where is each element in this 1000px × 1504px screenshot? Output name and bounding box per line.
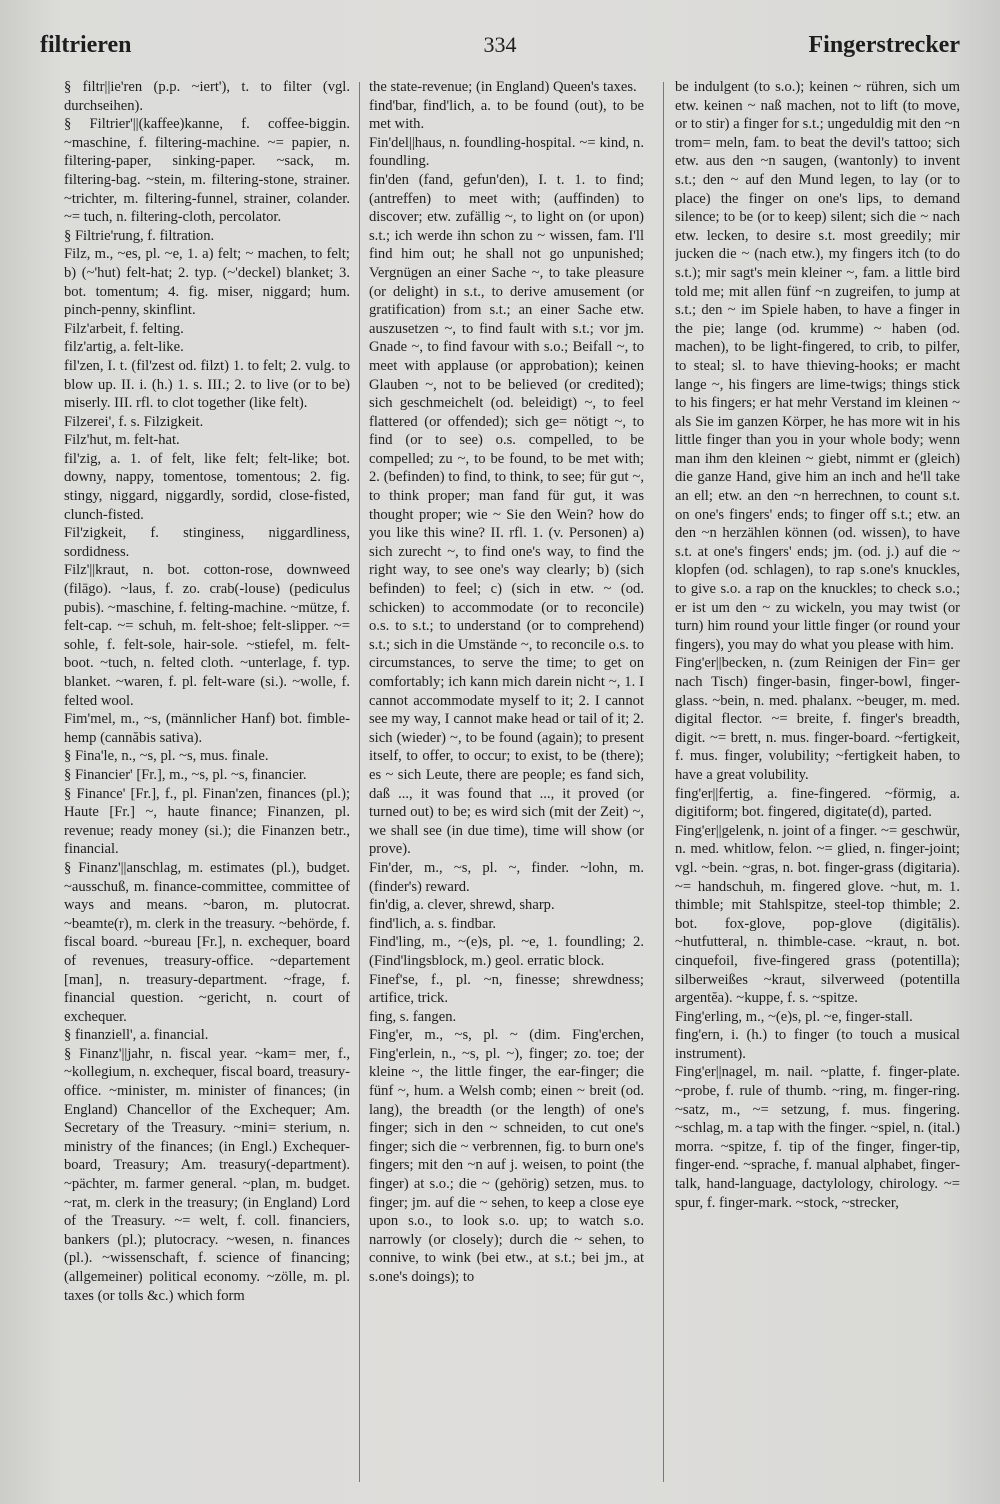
dictionary-entry: fin'den (fand, gefun'den), I. t. 1. to find; (antreffen) to meet with; (auffinden) to discover; etw. zufällig ~, to light on (or upon) s.t.; ich werde ihn schon zu ~ wissen, fam. I'll find him out; he shall not go unpunished; Vergnügen an einer Sache ~, to take pleasure (or delight) in s.t., to derive amusement (or gratification) from s.t.; an einer Sache etw. auszusetzen ~, to find fault with s.t.; vor jm. Gnade ~, to find favour with s.o.; Beifall ~, to meet with applause (or approbation); keinen Glauben ~, not to be believed (or credited); sich geschmeichelt (od. beleidigt) ~, to feel flattered (or offended); sich ge= nötigt ~, to find (or to see) o.s. compelled, to be compelled; zu ~, to be found, to be met with; 2. (befinden) to find, to think, to see; für gut ~, to think proper; man fand für gut, it was thought proper; wie ~ Sie den Wein? how do you like this wine? II. rfl. 1. (v. Personen) a) sich zurecht ~, to find one's way, to find the right way, to see one's way clearly; b) (sich befinden) to feel; c) (sich in etw. ~ (od. schicken) to accommodate (or to reconcile) o.s. to s.t.; to understand (or to comprehend) s.t.; sich in die Umstände ~, to reconcile o.s. to circumstances, to serve the time; to get on comfortably; ich kann mich darein nicht ~, 1. I cannot accommodate myself to it; 2. I cannot see my way, I cannot make head or tail of it; 2. sich (wieder) ~, to be found (again); to present itself, to offer, to occur; to exist, to be (there); es ~ sich Leute, there are people; es fand sich, daß ..., it was found that ..., it proved (or turned out) to be; es wird sich (mit der Zeit) ~, we shall see (in due time), time will show (or prove). <box>369 171 644 858</box>
dictionary-entry: find'lich, a. s. findbar. <box>369 915 497 932</box>
dictionary-entry: § finanziell', a. financial. <box>64 1027 209 1044</box>
dictionary-entry: fing, s. fangen. <box>369 1008 457 1025</box>
dictionary-entry: Finef'se, f., pl. ~n, finesse; shrewdness; artifice, trick. <box>369 971 644 1007</box>
dictionary-entry: Filz'||kraut, n. bot. cotton-rose, downweed (filāgo). ~laus, f. zo. crab(-louse) (pediculus pubis). ~maschine, f. felting-machine. ~mütze, f. felt-cap. ~= schuh, m. felt-shoe; felt-slipper. ~= sohle, f. felt-sole, hair-sole. ~stiefel, m. felt-boot. ~tuch, n. felted cloth. ~unterlage, f. typ. blanket. ~waren, f. pl. felt-ware (si.). ~wolle, f. felted wool. <box>64 562 350 709</box>
dictionary-entry: fil'zig, a. 1. of felt, like felt; felt-like; bot. downy, nappy, tomentose, tomentous; 2. fig. stingy, niggard, niggardly, sordid, close-fisted, clunch-fisted. <box>64 450 350 523</box>
page-header <box>40 32 960 70</box>
column-1 <box>64 78 350 1488</box>
dictionary-entry: Fing'er, m., ~s, pl. ~ (dim. Fing'erchen, Fing'erlein, n., ~s, pl. ~), finger; zo. toe; der kleine ~, the little finger, the ear-finger; die fünf ~, hum. a Welsh comb; einen ~ breit (od. lang), the breadth (or the length) of one's finger; sich in den ~ schneiden, to cut one's finger; sich die ~ verbrennen, fig. to burn one's fingers; mit den ~n auf j. weisen, to point (the finger) at s.o.; die ~ (gehörig) setzen, mus. to finger; jm. auf die ~ sehen, to keep a close eye upon s.o., to look s.o. up; to watch s.o. narrowly (or closely); durch die ~ sehen, to connive, to wink (bei etw., at s.t.; bei jm., at s.one's doings); to <box>369 1027 644 1285</box>
dictionary-entry: Fing'er||becken, n. (zum Reinigen der Fin= ger nach Tisch) finger-basin, finger-bowl, finger-glass. ~bein, n. med. phalanx. ~beuger, m. med. digital flector. ~= breite, f. finger's breadth, digit. ~= brett, n. mus. finger-board. ~fertigkeit, f. mus. finger, volubility; ~fertigkeit haben, to have a great volubility. <box>675 655 960 783</box>
dictionary-entry: be indulgent (to s.o.); keinen ~ rühren, sich um etw. keinen ~ naß machen, not to lift (to move, or to stir) a finger for s.t.; ungeduldig mit den ~n trom= meln, fam. to beat the devil's tattoo; sich etw. aus den ~n saugen, (wantonly) to invent s.t.; den ~ auf den Mund legen, to lay (or to place) the finger on one's lips, to demand silence; to be (or to keep) silent; sich die ~ nach etw. lecken, to desire s.t. most greedily; mir jucken die ~ (nach etw.), my fingers itch (to do s.t.); mir sagt's mein kleiner ~, fam. a little bird told me; mit allen fünf ~n zugreifen, to jump at s.t.; den ~ im Spiele haben, to have a finger in the pie; lange (od. krumme) ~ haben (od. machen), to be light-fingered, to crib, to pilfer, to steal; sl. to have thieving-hooks; er macht lange ~, his fingers are lime-twigs; things stick to his fingers; er hat mehr Verstand im kleinen ~ als Sie im ganzen Körper, he has more wit in his little finger than you in your whole body; wenn man ihm den kleinen ~ giebt, nimmt er (gleich) die ganze Hand, give him an inch and he'll take an ell; etw. an den ~n herrechnen, to count s.t. on one's fingers' ends; to finger off s.t.; etw. an den ~n herzählen können (od. wissen), to have s.t. at one's fingers' ends; jm. (od. j.) auf die ~ klopfen (od. schlagen), to rap s.one's knuckles, to give s.o. a rap on the knuckles; to check s.o.; er ist um den ~ zu wickeln, you may twist (or turn) him round your little finger (or round your fingers), you may do what you please with him. <box>675 79 960 653</box>
dictionary-entry: Fin'der, m., ~s, pl. ~, finder. ~lohn, m. (finder's) reward. <box>369 859 644 895</box>
left-guide-word: filtrieren <box>40 32 132 58</box>
dictionary-entry: fil'zen, I. t. (fil'zest od. filzt) 1. to felt; 2. vulg. to blow up. II. i. (h.) 1. s. III.; 2. to live (or to be) miserly. III. rfl. to clot together (like felt). <box>64 357 350 412</box>
column-divider <box>359 82 360 1482</box>
dictionary-entry: § Finanz'||jahr, n. fiscal year. ~kam= mer, f., ~kollegium, n. exchequer, fiscal board, treasury-office. ~minister, m. minister of finances; (in England) Chancellor of the Exchequer; Am. Secretary of the Treasury. ~mini= sterium, n. ministry of the finances; (in Engl.) Exchequer-board, Treasury; Am. treasury(-department). ~pächter, m. farmer general. ~plan, m. budget. ~rat, m. clerk in the treasury; (in England) Lord of the Treasury. ~= welt, f. coll. financiers, bankers (pl.); plutocracy. ~wesen, n. finances (pl.). ~wissenschaft, f. science of financing; (allgemeiner) political economy. ~zölle, m. pl. taxes (or tolls &c.) which form <box>64 1045 350 1304</box>
dictionary-entry: § Filtrie'rung, f. filtration. <box>64 227 215 244</box>
dictionary-entry: filz'artig, a. felt-like. <box>64 339 184 356</box>
dictionary-entry: find'bar, find'lich, a. to be found (out), to be met with. <box>369 97 644 133</box>
dictionary-entry: fing'ern, i. (h.) to finger (to touch a musical instrument). <box>675 1027 960 1062</box>
dictionary-entry: Filzerei', f. s. Filzigkeit. <box>64 413 204 430</box>
column-3 <box>675 78 960 1488</box>
dictionary-entry: Fin'del||haus, n. foundling-hospital. ~= kind, n. foundling. <box>369 134 644 170</box>
dictionary-entry: § Finanz'||anschlag, m. estimates (pl.), budget. ~ausschuß, m. finance-committee, committee of ways and means. ~baron, m. plutocrat. ~beamte(r), m. clerk in the treasury. ~behörde, f. fiscal board. ~bureau [Fr.], n. exchequer, board of revenues, treasury-office. ~departement [man], n. treasury-department. ~frage, f. financial question. ~gericht, n. court of exchequer. <box>64 859 350 1025</box>
dictionary-entry: Fing'erling, m., ~(e)s, pl. ~e, finger-stall. <box>675 1008 913 1025</box>
page-number: 334 <box>483 32 517 57</box>
dictionary-entry: § filtr||ie'ren (p.p. ~iert'), t. to filter (vgl. durchseihen). <box>64 79 350 114</box>
right-guide-word: Fingerstrecker <box>808 32 960 58</box>
dictionary-entry: § Financier' [Fr.], m., ~s, pl. ~s, financier. <box>64 766 307 783</box>
dictionary-entry: Fing'er||gelenk, n. joint of a finger. ~= geschwür, n. med. whitlow, felon. ~= glied, n. finger-joint; vgl. ~bein. ~gras, n. bot. finger-grass (digitaria). ~= handschuh, m. fingered glove. ~hut, m. 1. thimble; mit Stahlspitze, steel-top thimble; 2. bot. fox-glove, pop-glove (digitālis). ~hutfutteral, n. thimble-case. ~kraut, n. bot. cinquefoil, five-fingered grass (potentilla); silberweißes ~kraut, silverweed (potentilla argentĕa). ~kuppe, f. s. ~spitze. <box>675 822 960 1007</box>
column-2 <box>369 78 644 1488</box>
dictionary-entry: fin'dig, a. clever, shrewd, sharp. <box>369 897 555 914</box>
dictionary-entry: Fil'zigkeit, f. stinginess, niggardliness, sordidness. <box>64 525 350 560</box>
dictionary-entry: Filz'hut, m. felt-hat. <box>64 432 180 449</box>
dictionary-entry: § Finance' [Fr.], f., pl. Finan'zen, finances (pl.); Haute [Fr.] ~, haute finance; Finanzen, pl. revenue; ready money (si.); die Finanzen betr., financial. <box>64 785 350 858</box>
dictionary-entry: § Fina'le, n., ~s, pl. ~s, mus. finale. <box>64 748 269 765</box>
dictionary-entry: Filz'arbeit, f. felting. <box>64 320 184 337</box>
dictionary-entry: Fim'mel, m., ~s, (männlicher Hanf) bot. fimble-hemp (cannăbis sativa). <box>64 711 350 746</box>
dictionary-entry: Find'ling, m., ~(e)s, pl. ~e, 1. foundling; 2. (Find'lingsblock, m.) geol. erratic block. <box>369 934 644 969</box>
dictionary-entry: fing'er||fertig, a. fine-fingered. ~förmig, a. digitiform; bot. fingered, digitate(d), parted. <box>675 785 960 821</box>
dictionary-entry: Filz, m., ~es, pl. ~e, 1. a) felt; ~ machen, to felt; b) (~'hut) felt-hat; 2. typ. (~'deckel) blanket; 3. bot. tomentum; 4. fig. miser, niggard; hum. pinch-penny, skinflint. <box>64 246 350 319</box>
dictionary-entry: Fing'er||nagel, m. nail. ~platte, f. finger-plate. ~probe, f. rule of thumb. ~ring, m. finger-ring. ~satz, m., ~= setzung, f. mus. fingering. ~schlag, m. a tap with the finger. ~spiel, n. (ital.) morra. ~spitze, f. tip of the finger, finger-tip, finger-end. ~sprache, f. manual alphabet, finger-talk, hand-language, dactylology, chirology. ~= spur, f. finger-mark. ~stock, ~strecker, <box>675 1064 960 1211</box>
column-divider <box>663 82 664 1482</box>
dictionary-entry: § Filtrier'||(kaffee)kanne, f. coffee-biggin. ~maschine, f. filtering-machine. ~= papier, n. filtering-paper, sinking-paper. ~sack, m. filtering-bag. ~stein, m. filtering-stone, strainer. ~trichter, m. filtering-funnel, strainer, colander. ~= tuch, n. filtering-cloth, percolator. <box>64 116 350 226</box>
dictionary-entry: the state-revenue; (in England) Queen's taxes. <box>369 79 637 95</box>
